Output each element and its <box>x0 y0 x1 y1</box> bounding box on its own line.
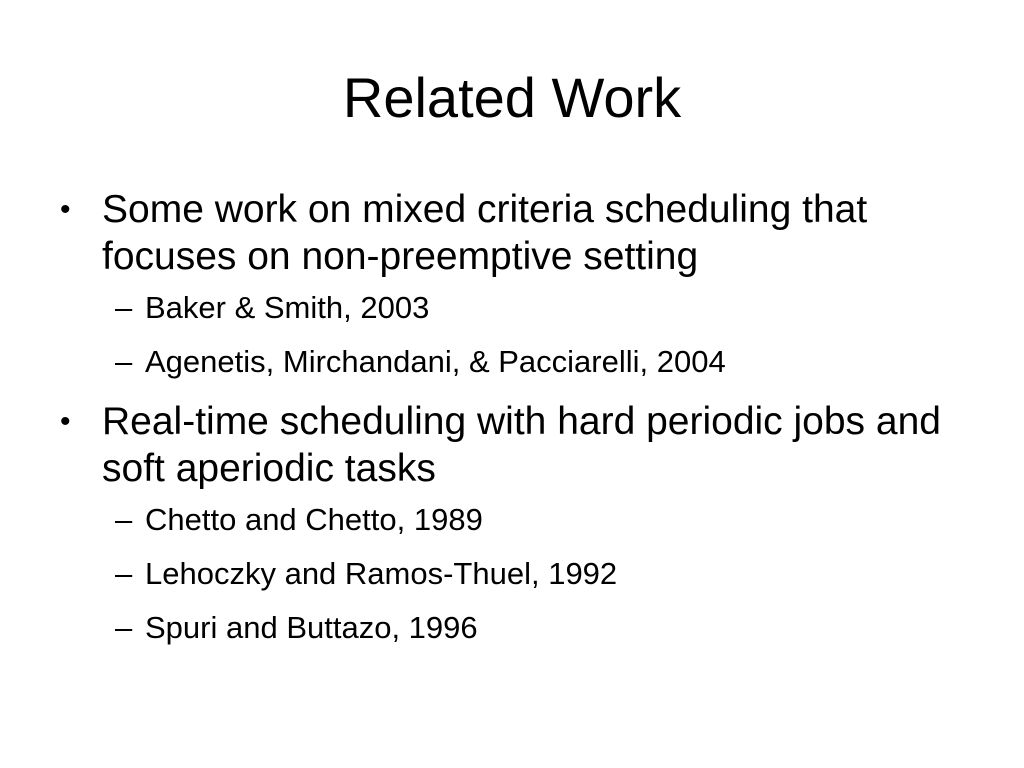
sub-list <box>60 290 960 380</box>
sub-list <box>60 502 960 646</box>
bullet-text: Some work on mixed criteria scheduling that focuses on non-preemptive setting <box>102 188 868 278</box>
dash-marker: – <box>115 344 133 379</box>
bullet-item <box>60 186 960 280</box>
citation-text: Lehoczky and Ramos-Thuel, 1992 <box>145 556 618 591</box>
dash-marker: – <box>115 556 133 591</box>
dash-marker: – <box>115 502 133 537</box>
dash-marker: – <box>115 610 133 645</box>
bullet-group-mixed-criteria <box>60 186 960 380</box>
slide-title: Related Work <box>342 66 682 129</box>
sub-item <box>60 290 960 326</box>
sub-item <box>60 502 960 538</box>
citation-text: Spuri and Buttazo, 1996 <box>145 610 478 645</box>
bullet-list <box>60 186 960 664</box>
bullet-group-real-time <box>60 398 960 646</box>
citation-text: Agenetis, Mirchandani, & Pacciarelli, 2004 <box>145 344 726 379</box>
bullet-text: Real-time scheduling with hard periodic jobs and soft aperiodic tasks <box>102 400 941 490</box>
dash-marker: – <box>115 290 133 325</box>
sub-item <box>60 556 960 592</box>
citation-text: Chetto and Chetto, 1989 <box>145 502 483 537</box>
sub-item <box>60 344 960 380</box>
sub-item <box>60 610 960 646</box>
citation-text: Baker & Smith, 2003 <box>145 290 430 325</box>
bullet-item <box>60 398 960 492</box>
bullet-marker: • <box>60 405 71 438</box>
bullet-marker: • <box>60 193 71 226</box>
